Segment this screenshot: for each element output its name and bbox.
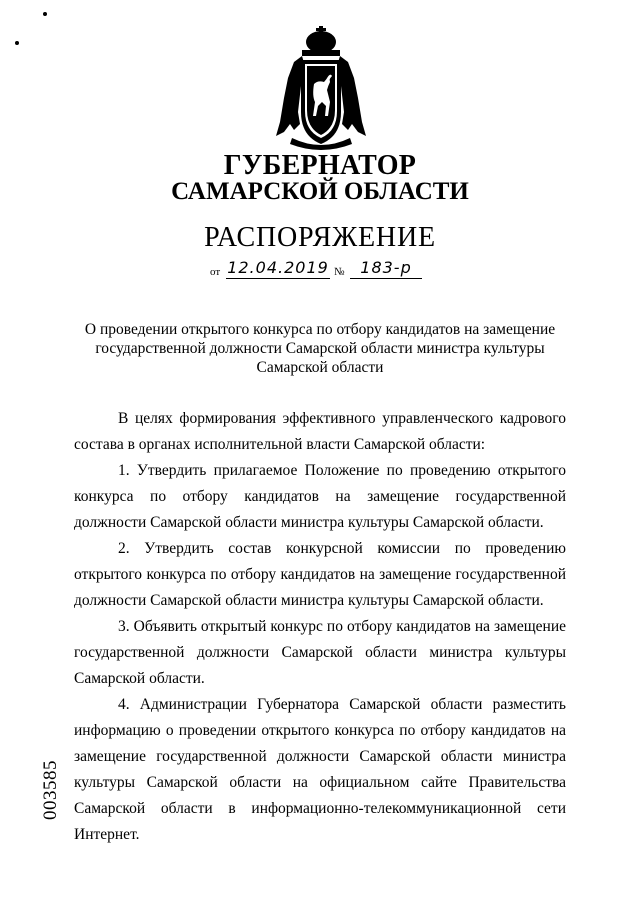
number-underline <box>350 278 422 279</box>
scan-speck <box>15 41 19 45</box>
handwritten-date: 12.04.2019 <box>227 258 329 277</box>
header-region: САМАРСКОЙ ОБЛАСТИ <box>171 178 469 205</box>
date-underline <box>226 278 330 279</box>
document-title: О проведении открытого конкурса по отбору кандидатов на замещение государственной должности Самарской области министра культуры Самарской области <box>84 321 556 376</box>
side-stamp <box>40 760 62 820</box>
paragraph-item-1: 1. Утвердить прилагаемое Положение по проведению открытого конкурса по отбору кандидатов на замещение государственной должности Самарской области министра культуры Самарской области. <box>74 462 566 531</box>
document-type: РАСПОРЯЖЕНИЕ <box>204 222 436 253</box>
scan-speck <box>43 12 47 16</box>
date-number-line <box>210 257 450 279</box>
paragraph-item-3: 3. Объявить открытый конкурс по отбору кандидатов на замещение государственной должности Самарской области министра культуры Самарской области. <box>74 618 566 687</box>
handwritten-number: 183-р <box>360 258 412 277</box>
paragraph-preamble: В целях формирования эффективного управленческого кадрового состава в органах исполнительной власти Самарской области: <box>74 410 566 453</box>
date-prefix: от <box>210 266 221 278</box>
coat-of-arms-emblem <box>272 26 370 154</box>
document-body <box>74 406 566 848</box>
number-prefix: № <box>334 266 345 278</box>
header-governor: ГУБЕРНАТОР <box>223 150 417 181</box>
paragraph-item-2: 2. Утвердить состав конкурсной комиссии по проведению открытого конкурса по отбору кандидатов на замещение государственной должности Самарской области министра культуры Самарской области. <box>74 540 566 609</box>
side-stamp-number: 003585 <box>40 760 61 820</box>
paragraph-item-4: 4. Администрации Губернатора Самарской области разместить информацию о проведении открытого конкурса по отбору кандидатов на замещение государственной должности Самарской области министра культуры Самарской области на официальном сайте Правительства Самарской области в информационно-телекоммуникационной сети Интернет. <box>74 696 566 843</box>
